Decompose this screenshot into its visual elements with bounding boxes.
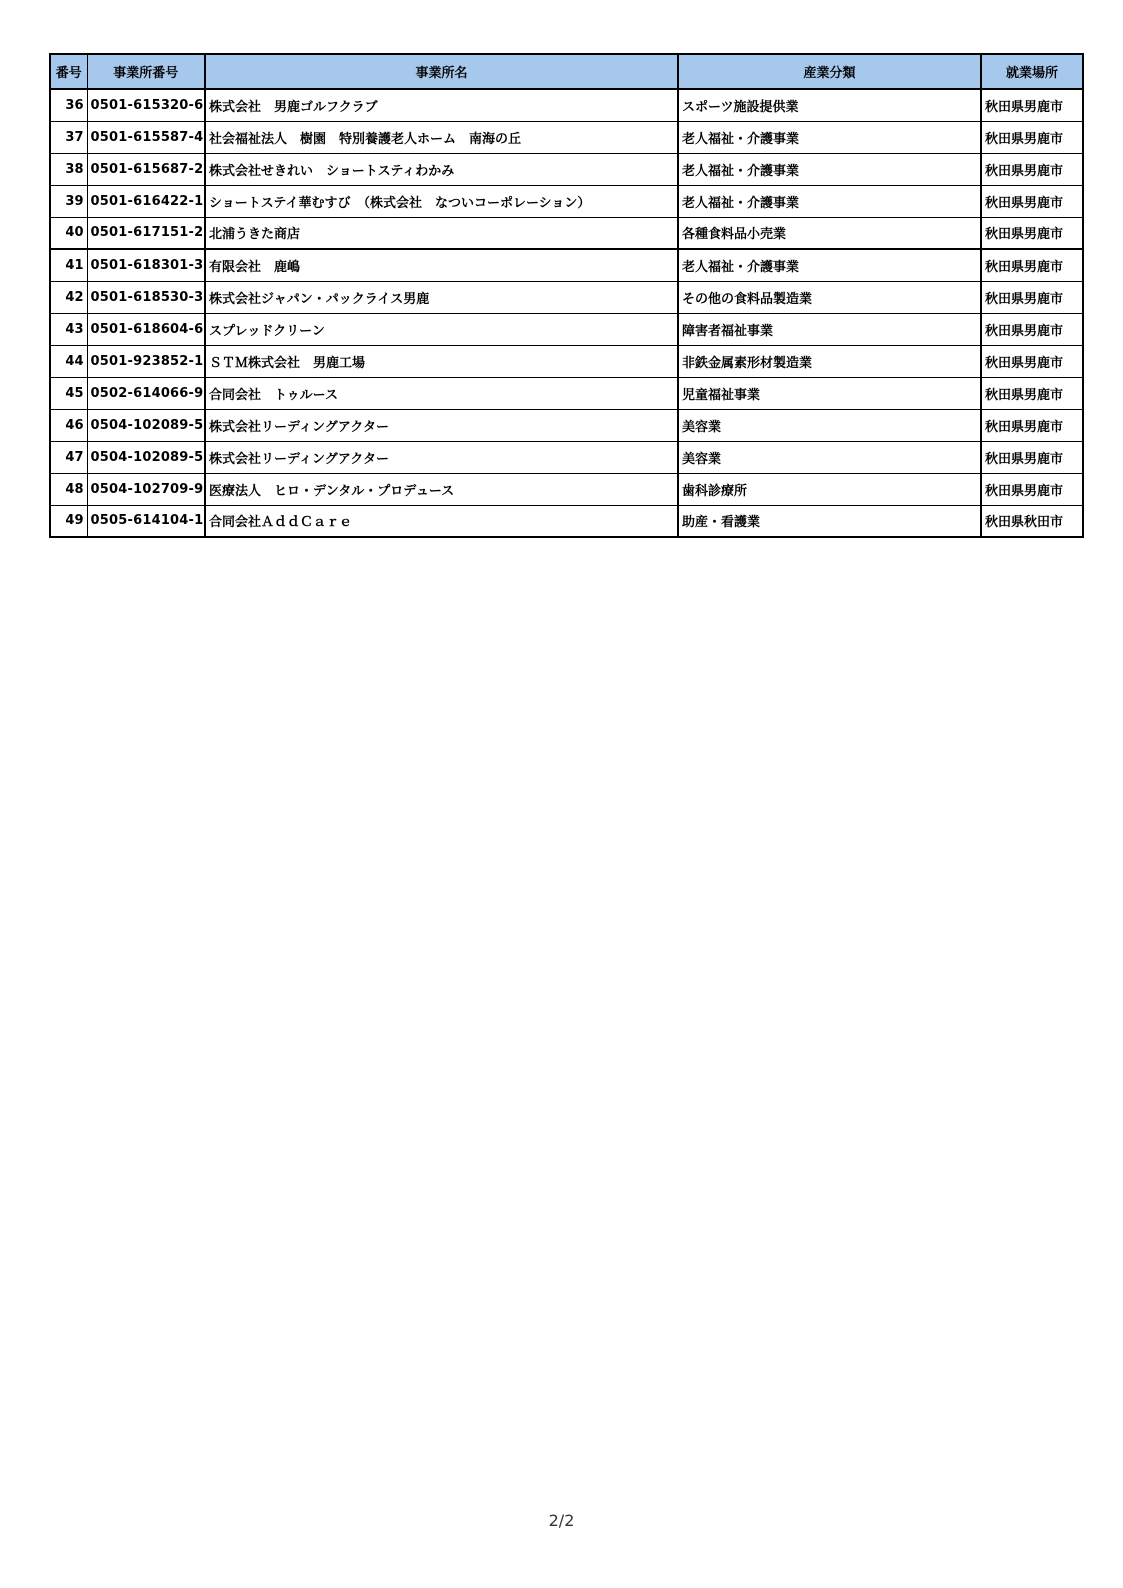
row-office-code: 0501-618530-3	[87, 281, 205, 313]
table-row	[50, 345, 1083, 377]
row-number: 43	[50, 313, 87, 345]
row-workplace: 秋田県男鹿市	[981, 281, 1083, 313]
row-industry: 老人福祉・介護事業	[678, 249, 981, 281]
row-office-name: 合同会社ＡｄｄＣａｒｅ	[205, 505, 678, 537]
row-industry: 児童福祉事業	[678, 377, 981, 409]
table-row	[50, 89, 1083, 121]
row-workplace: 秋田県男鹿市	[981, 89, 1083, 121]
row-workplace: 秋田県男鹿市	[981, 377, 1083, 409]
row-office-code: 0501-615687-2	[87, 153, 205, 185]
header-workplace: 就業場所	[981, 54, 1083, 89]
table-row	[50, 153, 1083, 185]
row-number: 40	[50, 217, 87, 249]
row-number: 47	[50, 441, 87, 473]
row-industry: 老人福祉・介護事業	[678, 185, 981, 217]
row-number: 36	[50, 89, 87, 121]
row-industry: 障害者福祉事業	[678, 313, 981, 345]
row-office-code: 0501-617151-2	[87, 217, 205, 249]
row-workplace: 秋田県秋田市	[981, 505, 1083, 537]
row-office-name: 社会福祉法人 樹園 特別養護老人ホーム 南海の丘	[205, 121, 678, 153]
row-number: 41	[50, 249, 87, 281]
row-industry: 各種食料品小売業	[678, 217, 981, 249]
header-number: 番号	[50, 54, 87, 89]
row-office-name: 北浦うきた商店	[205, 217, 678, 249]
row-number: 49	[50, 505, 87, 537]
row-workplace: 秋田県男鹿市	[981, 217, 1083, 249]
header-office-code: 事業所番号	[87, 54, 205, 89]
row-industry: その他の食料品製造業	[678, 281, 981, 313]
row-office-code: 0501-615587-4	[87, 121, 205, 153]
row-industry: 美容業	[678, 409, 981, 441]
row-number: 48	[50, 473, 87, 505]
row-industry: 非鉄金属素形材製造業	[678, 345, 981, 377]
row-office-name: 株式会社ジャパン・パックライス男鹿	[205, 281, 678, 313]
row-office-name: 合同会社 トゥルース	[205, 377, 678, 409]
row-office-code: 0501-923852-1	[87, 345, 205, 377]
row-office-code: 0505-614104-1	[87, 505, 205, 537]
row-office-name: ＳＴＭ株式会社 男鹿工場	[205, 345, 678, 377]
row-number: 38	[50, 153, 87, 185]
table-row	[50, 185, 1083, 217]
table-row	[50, 377, 1083, 409]
row-workplace: 秋田県男鹿市	[981, 185, 1083, 217]
row-number: 46	[50, 409, 87, 441]
row-office-name: 株式会社 男鹿ゴルフクラブ	[205, 89, 678, 121]
row-workplace: 秋田県男鹿市	[981, 249, 1083, 281]
row-office-code: 0501-616422-1	[87, 185, 205, 217]
row-number: 39	[50, 185, 87, 217]
header-office-name: 事業所名	[205, 54, 678, 89]
row-workplace: 秋田県男鹿市	[981, 409, 1083, 441]
row-industry: 老人福祉・介護事業	[678, 153, 981, 185]
table-row	[50, 121, 1083, 153]
table-header-row	[50, 54, 1083, 89]
row-number: 45	[50, 377, 87, 409]
row-industry: 美容業	[678, 441, 981, 473]
row-workplace: 秋田県男鹿市	[981, 313, 1083, 345]
row-office-code: 0504-102709-9	[87, 473, 205, 505]
row-workplace: 秋田県男鹿市	[981, 153, 1083, 185]
table-row	[50, 505, 1083, 537]
row-number: 42	[50, 281, 87, 313]
table-row	[50, 281, 1083, 313]
row-office-name: 有限会社 鹿嶋	[205, 249, 678, 281]
table-row	[50, 473, 1083, 505]
header-industry: 産業分類	[678, 54, 981, 89]
row-office-code: 0501-618604-6	[87, 313, 205, 345]
row-number: 44	[50, 345, 87, 377]
row-office-name: 株式会社せきれい ショートスティわかみ	[205, 153, 678, 185]
row-office-code: 0502-614066-9	[87, 377, 205, 409]
row-office-name: ショートステイ華むすび （株式会社 なついコーポレーション）	[205, 185, 678, 217]
row-industry: スポーツ施設提供業	[678, 89, 981, 121]
row-office-name: 株式会社リーディングアクター	[205, 441, 678, 473]
row-workplace: 秋田県男鹿市	[981, 441, 1083, 473]
row-office-name: 医療法人 ヒロ・デンタル・プロデュース	[205, 473, 678, 505]
row-office-code: 0504-102089-5	[87, 441, 205, 473]
table-row	[50, 249, 1083, 281]
table-row	[50, 217, 1083, 249]
table-row	[50, 313, 1083, 345]
row-office-name: スプレッドクリーン	[205, 313, 678, 345]
row-number: 37	[50, 121, 87, 153]
row-workplace: 秋田県男鹿市	[981, 345, 1083, 377]
table-row	[50, 409, 1083, 441]
row-office-code: 0501-618301-3	[87, 249, 205, 281]
row-workplace: 秋田県男鹿市	[981, 473, 1083, 505]
row-office-name: 株式会社リーディングアクター	[205, 409, 678, 441]
row-office-code: 0504-102089-5	[87, 409, 205, 441]
table-body	[50, 89, 1083, 537]
page-indicator: 2/2	[548, 1511, 575, 1530]
row-office-code: 0501-615320-6	[87, 89, 205, 121]
row-workplace: 秋田県男鹿市	[981, 121, 1083, 153]
office-table	[49, 53, 1084, 538]
row-industry: 助産・看護業	[678, 505, 981, 537]
table-row	[50, 441, 1083, 473]
row-industry: 老人福祉・介護事業	[678, 121, 981, 153]
row-industry: 歯科診療所	[678, 473, 981, 505]
